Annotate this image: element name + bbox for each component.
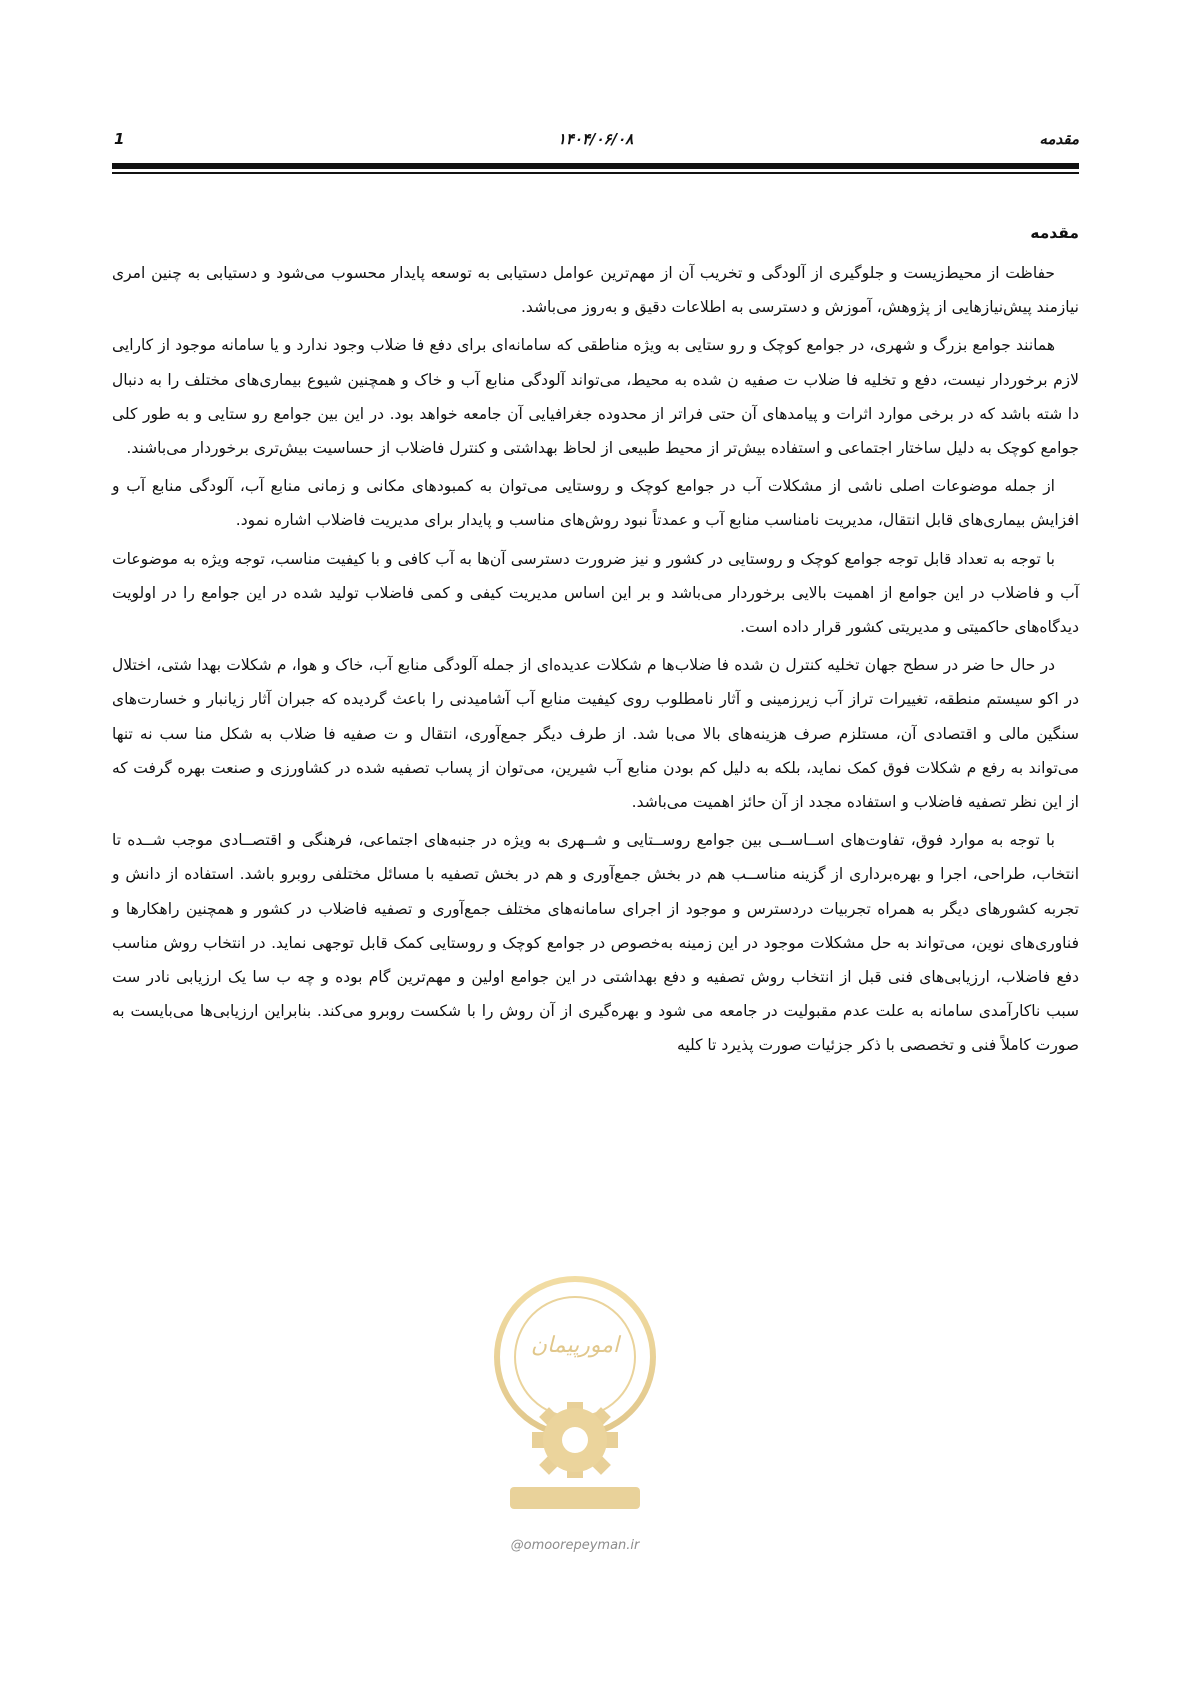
section-heading: مقدمه xyxy=(1030,224,1079,242)
header-date: ۱۴۰۴/۰۶/۰۸ xyxy=(557,130,634,148)
watermark-logo-text: امورپیمان xyxy=(530,1333,620,1358)
body-text xyxy=(112,218,1079,1067)
paragraph-5: در حال حا ضر در سطح جهان تخلیه کنترل ن شده فا ضلاب‌ها م شکلات عدیده‌ای از جمله آلودگی منابع آب، خاک و هوا، م شکلات بهدا شتی، اختلال در اکو سیستم منطقه، تغییرات تراز آب زیرزمینی و آثار نامطلوب روی کیفیت منابع آب آشامیدنی را باعث گردیده که جبران آثار زیانبار و خسارت‌های سنگین مالی و اقتصادی آن، مستلزم صرف هزینه‌های بالا می‌با شد. از طرف دیگر جمع‌آوری، انتقال و ت صفیه فا ضلاب به شکل منا سب نه تنها می‌تواند به رفع م شکلات فوق کمک نماید، بلکه به دلیل کم بودن منابع آب شیرین، می‌توان از پساب تصفیه شده در کشاورزی و صنعت بهره گرفت که از این نظر تصفیه فاضلاب و استفاده مجدد از آن حائز اهمیت می‌باشد. xyxy=(112,656,1079,812)
paragraph-6: با توجه به موارد فوق، تفاوت‌های اســاســی بین جوامع روســتایی و شــهری به ویژه در جنبه‌های اجتماعی، فرهنگی و اقتصــادی موجب شــده تا انتخاب، طراحی، اجرا و بهره‌برداری از گزینه مناســب هم در بخش جمع‌آوری و هم در بخش تصفیه با مسائل مختلفی روبرو باشد. استفاده از دانش و تجربه کشورهای دیگر به همراه تجربیات دردسترس و موجود از اجرای سامانه‌های مختلف جمع‌آوری و تصفیه فاضلاب در کشور و همچنین راهکارها و فناوری‌های نوین، می‌تواند به حل مشکلات موجود در این زمینه به‌خصوص در جوامع کوچک و روستایی کمک قابل توجهی نماید. در انتخاب روش مناسب دفع فاضلاب، ارزیابی‌های فنی قبل از انتخاب روش تصفیه و دفع بهداشتی در این جوامع اولین و مهم‌ترین گام بوده و چه ب سا یک ارزیابی نادر ست سبب ناکارآمدی سامانه به علت عدم مقبولیت در جامعه می شود و بهره‌گیری از آن روش را با شکست روبرو می‌کند. بنابراین ارزیابی‌ها می‌بایست به صورت کاملاً فنی و تخصصی با ذکر جزئیات صورت پذیرد تا کلیه xyxy=(112,831,1079,1055)
watermark-url: @omoorepeyman.ir xyxy=(510,1538,640,1553)
header-section-title: مقدمه xyxy=(1039,130,1079,148)
header-rule-thick xyxy=(112,163,1079,169)
header-rule-thin xyxy=(112,172,1079,174)
paragraph-3: از جمله موضوعات اصلی ناشی از مشکلات آب در جوامع کوچک و روستایی می‌توان به کمبودهای مکانی و زمانی منابع آب، آلودگی منابع آب و افزایش بیماری‌های قابل انتقال، مدیریت نامناسب منابع آب و عمدتاً نبود روش‌های مناسب و پایدار برای مدیریت فاضلاب اشاره نمود. xyxy=(112,477,1079,530)
watermark-logo xyxy=(470,1262,680,1562)
paragraph-4: با توجه به تعداد قابل توجه جوامع کوچک و روستایی در کشور و نیز ضرورت دسترسی آن‌ها به آب کافی و با کیفیت مناسب، توجه ویژه به موضوعات آب و فاضلاب در این جوامع از اهمیت بالایی برخوردار می‌باشد و بر این اساس مدیریت کیفی و کمی فاضلاب تولید شده در این جوامع را در اولویت دیدگاه‌های حاکمیتی و مدیریتی کشور قرار داده است. xyxy=(112,549,1079,637)
header-page-number: 1 xyxy=(114,130,125,148)
paragraph-1: حفاظت از محیط‌زیست و جلوگیری از آلودگی و تخریب آن از مهم‌ترین عوامل دستیابی به توسعه پایدار محسوب می‌شود و دستیابی به چنین امری نیازمند پیش‌نیازهایی از پژوهش، آموزش و دسترسی به اطلاعات دقیق و به‌روز می‌باشد. xyxy=(112,264,1079,317)
page-header xyxy=(112,126,1079,152)
paragraph-2: همانند جوامع بزرگ و شهری، در جوامع کوچک و رو ستایی به ویژه مناطقی که سامانه‌ای برای دفع فا ضلاب وجود ندارد و یا سامانه موجود از کارایی لازم برخوردار نیست، دفع و تخلیه فا ضلاب ت صفیه ن شده به محیط، می‌تواند آلودگی منابع آب و خاک و همچنین شیوع بیماری‌های مختلف را به دنبال دا شته باشد که در برخی موارد اثرات و پیامدهای آن حتی فراتر از محدوده جغرافیایی آن جامعه خواهد بود. در این بین جوامع رو ستایی و به طور کلی جوامع کوچک به دلیل ساختار اجتماعی و استفاده بیش‌تر از محیط طبیعی از لحاظ بهداشتی و کنترل فاضلاب از حساسیت بیش‌تری برخوردار می‌باشند. xyxy=(112,336,1079,458)
